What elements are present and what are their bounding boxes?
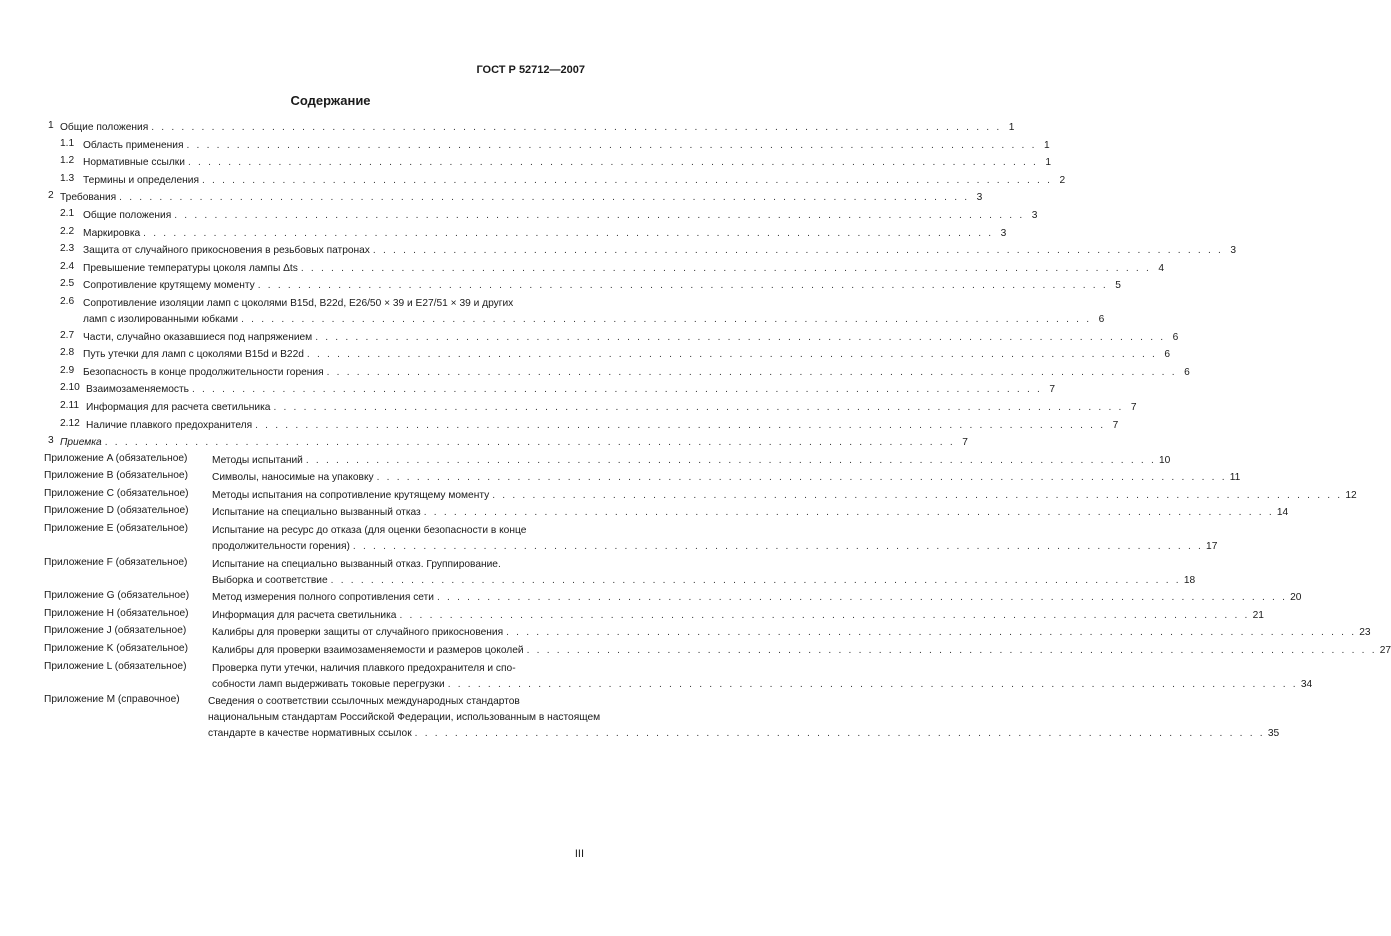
toc-entry-number: Приложение M (справочное) xyxy=(44,694,180,706)
dot-leader: . . . . . . . . . . . . . . . . . . . . . . . . . . . . . . . . . . . . . . . . . . . . . . . . . . . . . . . . . . . . . . . . . . . . . . . . . . . . . . . . . . . . . xyxy=(372,245,1224,257)
toc-entry-title: продолжительности горения) xyxy=(212,541,350,553)
dot-leader: . . . . . . . . . . . . . . . . . . . . . . . . . . . . . . . . . . . . . . . . . . . . . . . . . . . . . . . . . . . . . . . . . . . . . . . . . . . . . . . . . . . . . xyxy=(492,489,1343,501)
toc-entry-number: 2.11 xyxy=(60,399,80,411)
dot-leader: . . . . . . . . . . . . . . . . . . . . . . . . . . . . . . . . . . . . . . . . . . . . . . . . . . . . . . . . . . . . . . . . . . . . . . . . . . . . . . . . . . . . . xyxy=(191,384,1043,396)
toc-appendix-entry xyxy=(44,503,1289,521)
toc-appendix-entry xyxy=(44,623,1371,641)
dot-leader: . . . . . . . . . . . . . . . . . . . . . . . . . . . . . . . . . . . . . . . . . . . . . . . . . . . . . . . . . . . . . . . . . . . . . . . . . . . . . . . . . . . . . xyxy=(376,472,1227,484)
dot-leader: . . . . . . . . . . . . . . . . . . . . . . . . . . . . . . . . . . . . . . . . . . . . . . . . . . . . . . . . . . . . . . . . . . . . . . . . . . . . . . . . . . . . . xyxy=(300,262,1151,274)
dot-leader: . . . . . . . . . . . . . . . . . . . . . . . . . . . . . . . . . . . . . . . . . . . . . . . . . . . . . . . . . . . . . . . . . . . . . . . . . . . . . . . . . . . . . xyxy=(437,592,1288,604)
toc-entry-title: Приемка xyxy=(60,437,102,449)
toc-entry xyxy=(44,328,1179,346)
toc-entry-title: Сопротивление изоляции ламп с цоколями B15d, B22d, E26/50 × 39 и E27/51 × 39 и других xyxy=(83,297,514,309)
dot-leader: . . . . . . . . . . . . . . . . . . . . . . . . . . . . . . . . . . . . . . . . . . . . . . . . . . . . . . . . . . . . . . . . . . . . . . . . . . . . . . . . . . . . . xyxy=(104,437,955,449)
toc-entry-number: Приложение A (обязательное) xyxy=(44,452,188,464)
toc-entry-number: 2.1 xyxy=(60,207,75,219)
dot-leader: . . . . . . . . . . . . . . . . . . . . . . . . . . . . . . . . . . . . . . . . . . . . . . . . . . . . . . . . . . . . . . . . . . . . . . . . . . . . . . . . . . . . . xyxy=(174,209,1025,221)
toc-entry-title: Испытание на специально вызванный отказ xyxy=(212,507,421,519)
toc-page-number: 17 xyxy=(1206,541,1218,553)
toc-entry-number: 2.6 xyxy=(60,295,75,307)
toc-page-number: 6 xyxy=(1164,349,1171,361)
toc-page-number: 3 xyxy=(1031,209,1038,221)
toc-entry-title: Маркировка xyxy=(83,227,141,239)
dot-leader: . . . . . . . . . . . . . . . . . . . . . . . . . . . . . . . . . . . . . . . . . . . . . . . . . . . . . . . . . . . . . . . . . . . . . . . . . . . . . . . . . . . . . xyxy=(306,349,1158,361)
toc-page-number: 1 xyxy=(1043,139,1050,151)
toc-entry xyxy=(44,153,1052,171)
toc-entry-number: Приложение H (обязательное) xyxy=(44,607,189,619)
page-title: Содержание xyxy=(290,93,371,108)
toc-entry-title: ламп с изолированными юбками xyxy=(83,313,239,325)
toc-appendix-entry xyxy=(44,555,1196,589)
toc-appendix-entry xyxy=(44,588,1302,606)
toc-entry-number: 2.12 xyxy=(60,417,80,429)
toc-entry-title: Превышение температуры цоколя лампы Δts xyxy=(83,262,298,274)
toc-page-number: 3 xyxy=(1000,227,1007,239)
toc-appendix-entry xyxy=(44,641,1391,659)
dot-leader: . . . . . . . . . . . . . . . . . . . . . . . . . . . . . . . . . . . . . . . . . . . . . . . . . . . . . . . . . . . . . . . . . . . . . . . . . . . . . . . . . . . . . xyxy=(119,192,970,204)
dot-leader: . . . . . . . . . . . . . . . . . . . . . . . . . . . . . . . . . . . . . . . . . . . . . . . . . . . . . . . . . . . . . . . . . . . . . . . . . . . . . . . . . . . . . xyxy=(326,366,1177,378)
toc-entry xyxy=(44,380,1056,398)
toc-entry-title: Выборка и соответствие xyxy=(212,574,328,586)
toc-page-number: 6 xyxy=(1172,331,1179,343)
toc-appendix-entry xyxy=(44,451,1171,469)
toc-entry-title: Информация для расчета светильника xyxy=(86,401,271,413)
toc-entry-title: Информация для расчета светильника xyxy=(212,609,397,621)
dot-leader: . . . . . . . . . . . . . . . . . . . . . . . . . . . . . . . . . . . . . . . . . . . . . . . . . . . . . . . . . . . . . . . . . . . . . . . . . . . . . . . . . . . . . xyxy=(414,728,1265,740)
toc-entry-title: Калибры для проверки защиты от случайного прикосновения xyxy=(212,627,504,639)
toc-page-number: 14 xyxy=(1276,507,1289,519)
toc-entry-title: Требования xyxy=(60,192,117,204)
dot-leader: . . . . . . . . . . . . . . . . . . . . . . . . . . . . . . . . . . . . . . . . . . . . . . . . . . . . . . . . . . . . . . . . . . . . . . . . . . . . . . . . . . . . . xyxy=(257,280,1108,292)
toc-entry-number: 3 xyxy=(48,435,54,447)
dot-leader: . . . . . . . . . . . . . . . . . . . . . . . . . . . . . . . . . . . . . . . . . . . . . . . . . . . . . . . . . . . . . . . . . . . . . . . . . . . . . . . . . . . . . xyxy=(399,609,1250,621)
dot-leader: . . . . . . . . . . . . . . . . . . . . . . . . . . . . . . . . . . . . . . . . . . . . . . . . . . . . . . . . . . . . . . . . . . . . . . . . . . . . . . . . . . . . . xyxy=(330,574,1181,586)
dot-leader: . . . . . . . . . . . . . . . . . . . . . . . . . . . . . . . . . . . . . . . . . . . . . . . . . . . . . . . . . . . . . . . . . . . . . . . . . . . . . . . . . . . . . xyxy=(151,122,1002,133)
toc-page-number: 5 xyxy=(1115,280,1121,292)
toc-entry xyxy=(44,416,1119,434)
page-number: III xyxy=(574,848,584,860)
dot-leader: . . . . . . . . . . . . . . . . . . . . . . . . . . . . . . . . . . . . . . . . . . . . . . . . . . . . . . . . . . . . . . . . . . . . . . . . . . . . . . . . . . . . . xyxy=(143,227,994,239)
toc-page-number: 21 xyxy=(1252,609,1264,621)
toc-entry-title: Термины и определения xyxy=(83,174,199,186)
toc-entry xyxy=(44,294,1105,328)
toc-entry-title: стандарте в качестве нормативных ссылок xyxy=(208,728,412,740)
table-of-contents xyxy=(44,118,1391,742)
toc-entry-number: 1.1 xyxy=(60,137,75,149)
toc-entry-number: 2.5 xyxy=(60,278,75,290)
toc-entry-number: 2.2 xyxy=(60,225,75,237)
dot-leader: . . . . . . . . . . . . . . . . . . . . . . . . . . . . . . . . . . . . . . . . . . . . . . . . . . . . . . . . . . . . . . . . . . . . . . . . . . . . . . . . . . . . . xyxy=(186,139,1037,151)
toc-entry-title: Испытание на специально вызванный отказ. Группирование. xyxy=(212,558,501,570)
dot-leader: . . . . . . . . . . . . . . . . . . . . . . . . . . . . . . . . . . . . . . . . . . . . . . . . . . . . . . . . . . . . . . . . . . . . . . . . . . . . . . . . . . . . . xyxy=(447,678,1298,690)
dot-leader: . . . . . . . . . . . . . . . . . . . . . . . . . . . . . . . . . . . . . . . . . . . . . . . . . . . . . . . . . . . . . . . . . . . . . . . . . . . . . . . . . . . . . xyxy=(423,507,1274,519)
toc-entry-title: Испытание на ресурс до отказа (для оценки безопасности в конце xyxy=(212,525,527,537)
toc-appendix-entry xyxy=(44,486,1357,504)
toc-page-number: 11 xyxy=(1229,472,1241,484)
toc-entry xyxy=(44,363,1190,381)
toc-page-number: 12 xyxy=(1345,489,1357,501)
toc-entry-number: 2.3 xyxy=(60,243,75,255)
dot-leader: . . . . . . . . . . . . . . . . . . . . . . . . . . . . . . . . . . . . . . . . . . . . . . . . . . . . . . . . . . . . . . . . . . . . . . . . . . . . . . . . . . . . . xyxy=(526,645,1377,657)
toc-page-number: 7 xyxy=(1049,384,1056,396)
toc-entry-title: Путь утечки для ламп с цоколями B15d и B22d xyxy=(83,349,304,361)
toc-entry-number: 2.10 xyxy=(60,382,80,394)
toc-entry-title: Взаимозаменяемость xyxy=(86,384,189,396)
toc-entry-number: 1.3 xyxy=(60,172,75,184)
dot-leader: . . . . . . . . . . . . . . . . . . . . . . . . . . . . . . . . . . . . . . . . . . . . . . . . . . . . . . . . . . . . . . . . . . . . . . . . . . . . . . . . . . . . . xyxy=(506,627,1357,639)
toc-page-number: 7 xyxy=(1112,419,1119,431)
dot-leader: . . . . . . . . . . . . . . . . . . . . . . . . . . . . . . . . . . . . . . . . . . . . . . . . . . . . . . . . . . . . . . . . . . . . . . . . . . . . . . . . . . . . . xyxy=(201,174,1053,186)
dot-leader: . . . . . . . . . . . . . . . . . . . . . . . . . . . . . . . . . . . . . . . . . . . . . . . . . . . . . . . . . . . . . . . . . . . . . . . . . . . . . . . . . . . . . xyxy=(273,401,1124,413)
document-header: ГОСТ Р 52712—2007 xyxy=(476,64,585,76)
toc-entry-title: Методы испытаний xyxy=(212,454,303,466)
toc-entry-title: Проверка пути утечки, наличия плавкого предохранителя и спо- xyxy=(212,662,516,674)
toc-appendix-entry xyxy=(44,468,1241,486)
dot-leader: . . . . . . . . . . . . . . . . . . . . . . . . . . . . . . . . . . . . . . . . . . . . . . . . . . . . . . . . . . . . . . . . . . . . . . . . . . . . . . . . . . . . . xyxy=(305,454,1157,466)
toc-page-number: 3 xyxy=(976,192,983,204)
toc-entry-title: Калибры для проверки взаимозаменяемости и размеров цоколей xyxy=(212,645,524,657)
toc-entry-number: 2.9 xyxy=(60,364,75,376)
toc-entry-title: Метод измерения полного сопротивления сети xyxy=(212,592,434,604)
toc-entry-number: 1 xyxy=(48,120,54,131)
toc-entry-title: Сведения о соответствии ссылочных международных стандартов xyxy=(208,696,520,708)
toc-entry-title: Символы, наносимые на упаковку xyxy=(212,472,374,484)
toc-page-number: 20 xyxy=(1290,592,1302,604)
toc-appendix-entry xyxy=(44,692,1280,742)
toc-entry-title: собности ламп выдерживать токовые перегрузки xyxy=(212,678,445,690)
toc-entry xyxy=(44,136,1050,154)
toc-entry-title: Сопротивление крутящему моменту xyxy=(83,280,255,292)
toc-appendix-entry xyxy=(44,606,1264,624)
toc-entry-number: Приложение K (обязательное) xyxy=(44,643,188,655)
dot-leader: . . . . . . . . . . . . . . . . . . . . . . . . . . . . . . . . . . . . . . . . . . . . . . . . . . . . . . . . . . . . . . . . . . . . . . . . . . . . . . . . . . . . . xyxy=(241,313,1092,325)
toc-page-number: 6 xyxy=(1184,366,1190,378)
toc-entry-title: Нормативные ссылки xyxy=(83,157,185,169)
toc-page-number: 7 xyxy=(1130,401,1137,413)
toc-entry-number: Приложение B (обязательное) xyxy=(44,470,188,482)
toc-entry-title: Части, случайно оказавшиеся под напряжением xyxy=(83,331,313,343)
toc-entry-number: 2.8 xyxy=(60,347,75,359)
toc-entry-number: Приложение G (обязательное) xyxy=(44,590,190,602)
dot-leader: . . . . . . . . . . . . . . . . . . . . . . . . . . . . . . . . . . . . . . . . . . . . . . . . . . . . . . . . . . . . . . . . . . . . . . . . . . . . . . . . . . . . . xyxy=(255,419,1106,431)
toc-entry-number: Приложение D (обязательное) xyxy=(44,505,189,517)
toc-page-number: 23 xyxy=(1359,627,1371,639)
toc-entry xyxy=(44,188,983,206)
toc-page-number: 10 xyxy=(1159,454,1171,466)
toc-page-number: 7 xyxy=(962,437,968,449)
toc-entry-number: 2 xyxy=(48,190,54,202)
toc-entry-title: Область применения xyxy=(83,139,184,151)
toc-appendix-entry xyxy=(44,521,1218,555)
toc-page-number: 2 xyxy=(1059,174,1066,186)
toc-page-number: 1 xyxy=(1008,122,1015,133)
toc-entry xyxy=(44,345,1171,363)
toc-appendix-entry xyxy=(44,659,1313,693)
toc-entry-title: Общие положения xyxy=(83,209,172,221)
toc-entry-title: Общие положения xyxy=(60,122,149,133)
toc-entry xyxy=(44,398,1137,416)
toc-page-number: 4 xyxy=(1158,262,1164,274)
toc-entry xyxy=(44,433,968,451)
toc-page-number: 1 xyxy=(1045,157,1052,169)
toc-entry-number: 2.7 xyxy=(60,329,75,341)
dot-leader: . . . . . . . . . . . . . . . . . . . . . . . . . . . . . . . . . . . . . . . . . . . . . . . . . . . . . . . . . . . . . . . . . . . . . . . . . . . . . . . . . . . . . xyxy=(315,331,1166,343)
toc-entry xyxy=(44,206,1038,224)
toc-entry xyxy=(44,241,1237,259)
toc-page-number: 27 xyxy=(1379,645,1391,657)
toc-entry-title: Наличие плавкого предохранителя xyxy=(86,419,253,431)
toc-page-number: 3 xyxy=(1230,245,1237,257)
toc-page-number: 18 xyxy=(1183,574,1196,586)
toc-entry-number: Приложение E (обязательное) xyxy=(44,523,188,535)
toc-page-number: 34 xyxy=(1300,678,1313,690)
dot-leader: . . . . . . . . . . . . . . . . . . . . . . . . . . . . . . . . . . . . . . . . . . . . . . . . . . . . . . . . . . . . . . . . . . . . . . . . . . . . . . . . . . . . . xyxy=(187,157,1039,169)
toc-entry-number: Приложение F (обязательное) xyxy=(44,556,188,568)
dot-leader: . . . . . . . . . . . . . . . . . . . . . . . . . . . . . . . . . . . . . . . . . . . . . . . . . . . . . . . . . . . . . . . . . . . . . . . . . . . . . . . . . . . . . xyxy=(352,541,1204,553)
toc-entry xyxy=(44,118,1015,136)
toc-entry xyxy=(44,171,1066,189)
toc-entry-title: национальным стандартам Российской Федерации, использованным в настоящем xyxy=(208,712,601,724)
toc-entry-title: Методы испытания на сопротивление крутящему моменту xyxy=(212,489,490,501)
toc-page-number: 35 xyxy=(1267,728,1280,740)
toc-entry xyxy=(44,224,1007,242)
toc-entry-number: 2.4 xyxy=(60,260,75,272)
toc-entry-number: Приложение L (обязательное) xyxy=(44,660,187,672)
toc-entry xyxy=(44,259,1164,277)
toc-entry-title: Защита от случайного прикосновения в резьбовых патронах xyxy=(83,245,370,257)
toc-entry-title: Безопасность в конце продолжительности горения xyxy=(83,366,324,378)
toc-entry-number: 1.2 xyxy=(60,155,75,167)
toc-entry-number: Приложение C (обязательное) xyxy=(44,487,189,499)
toc-entry xyxy=(44,276,1121,294)
toc-page-number: 6 xyxy=(1098,313,1105,325)
toc-entry-number: Приложение J (обязательное) xyxy=(44,625,187,637)
